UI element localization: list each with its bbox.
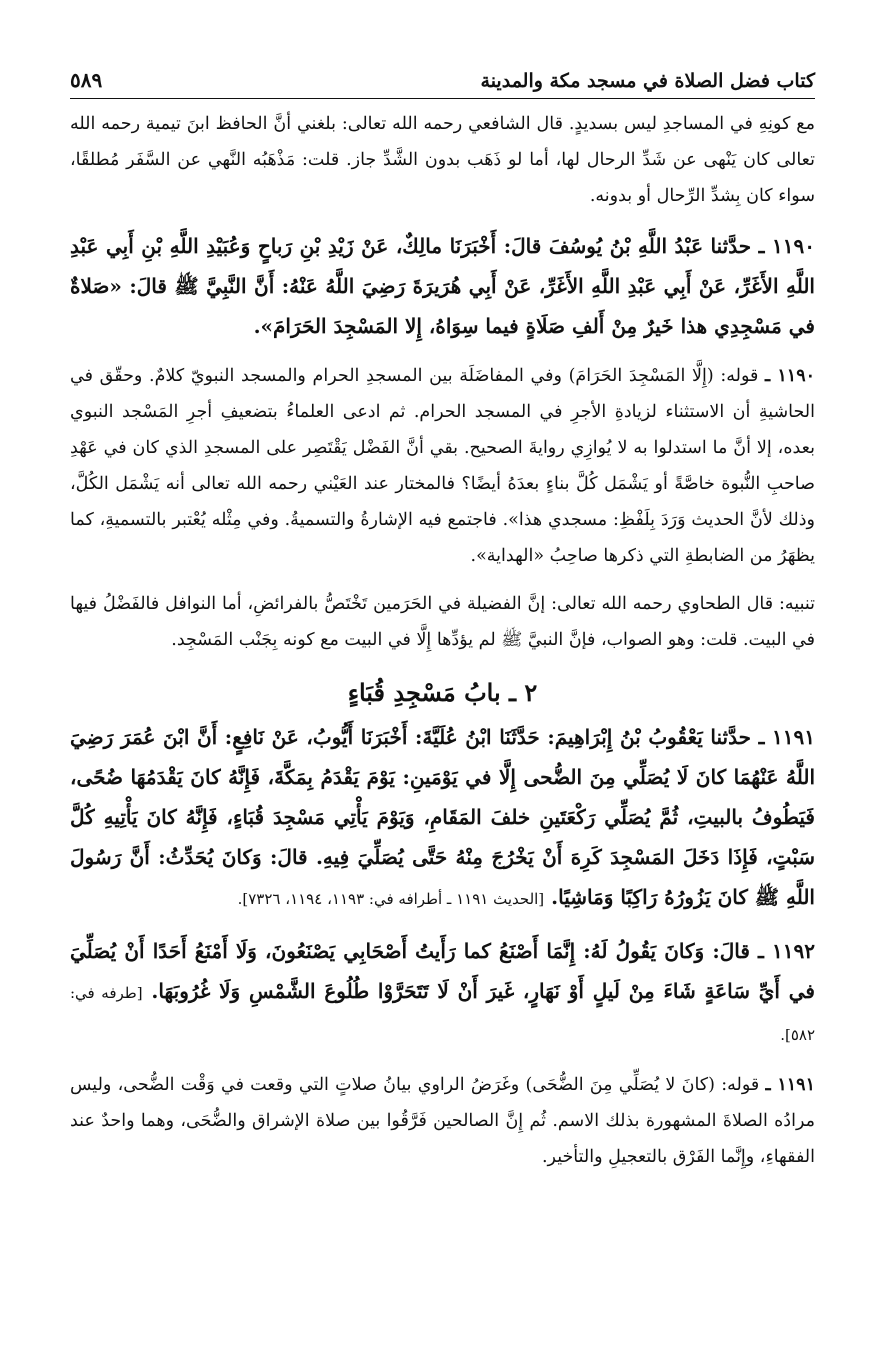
- commentary-1191: [70, 1067, 815, 1175]
- page-header: [70, 58, 815, 99]
- hadith-text: قالَ: وَكانَ يَقُولُ لَهُ: إِنَّمَا أَصْنَعُ كما رَأَيتُ أَصْحَابِي يَصْنَعُونَ، وَلَا أَمْنَعُ أَحَدًا أَنْ يُصَلِّيَ في أَيِّ سَاعَةٍ شَاءَ مِنْ لَيلٍ أَوْ نَهَارٍ، غَيرَ أَنْ لَا تَتَحَرَّوْا طُلُوعَ الشَّمْسِ وَلَا غُرُوبَهَا.: [70, 939, 815, 1003]
- running-title: كتاب فضل الصلاة في مسجد مكة والمدينة: [480, 70, 815, 92]
- commentary-number: ١١٩٠ ـ: [765, 366, 815, 386]
- hadith-number: ١١٩٠ ـ: [758, 234, 815, 258]
- commentary-number: ١١٩١ ـ: [765, 1075, 815, 1095]
- hadith-number: ١١٩١ ـ: [758, 725, 815, 749]
- commentary-text: قوله: (إِلَّا المَسْجِدَ الحَرَامَ) وفي المفاضَلَة بين المسجدِ الحرام والمسجد النبويّ كلامٌ. وحقّق في الحاشيةِ أن الاستثناء لزيادةِ الأجرِ في المسجد الحرام. ثم ادعى العلماءُ بتضعيفِ أجرِ المَسْجد النبوي بعده، إلا أنَّ ما استدلوا به لا يُوازِي روايةَ الصحيح. بقي أنَّ الفَضْل يَقْتَصِر على المسجدِ الذي كان في عَهْدِ صاحبِ النُّبوة خاصَّةً أو يَشْمَل كُلَّ بناءٍ بعدَهُ أيضًا؟ فالمختار عند العَيْني رحمه الله تعالى أنه يَشْمَل الكُلَّ، وذلك لأنَّ الحديث وَرَدَ بِلَفْظِ: مسجدي هذا». فاجتمع فيه الإشارةُ والتسميةُ. وفي مِثْله يُعْتبر بالتسميةِ، كما يظهَرُ من الضابطةِ التي ذكرها صاحِبُ «الهداية».: [70, 366, 815, 566]
- chapter-heading: ٢ ـ بابُ مَسْجِدِ قُبَاءٍ: [347, 678, 538, 707]
- commentary-text: قوله: (كانَ لا يُصَلِّي مِنَ الضُّحَى) وغَرَضُ الراوي بيانُ صلاتٍ التي وقعت في وَقْت الضُّحى، وليس مرادُه الصلاةَ المشهورة بذلك الاسم. ثُم إِنَّ الصالحين فَرَّقُوا بين صلاة الإشراق والضُّحَى، وهما واحدٌ عند الفقهاءِ، وإِنَّما الفَرْق بالتعجيلِ والتأخير.: [70, 1075, 815, 1167]
- hadith-number: ١١٩٢ ـ: [758, 939, 815, 963]
- hadith-text: حدَّثنا يَعْقُوبُ بْنُ إِبْرَاهِيمَ: حَدَّثَنَا ابْنُ عُلَيَّةَ: أَخْبَرَنَا أَيُّوبُ، عَنْ نَافِعٍ: أَنَّ ابْنَ عُمَرَ رَضِيَ اللَّهُ عَنْهُمَا كانَ لَا يُصَلِّي مِنَ الضُّحى إِلَّا في يَوْمَينِ: يَوْمَ يَقْدَمُ بِمَكَّةَ، فَإِنَّهُ كانَ يَقْدَمُهَا ضُحًى، فَيَطُوفُ بالبيتِ، ثُمَّ يُصَلِّي رَكْعَتَينِ خلفَ المَقَامِ، وَيَوْمَ يَأْتِي مَسْجِدَ قُبَاءٍ، فَإِنَّهُ كانَ يَأْتِيهِ كُلَّ سَبْتٍ، فَإِذَا دَخَلَ المَسْجِدَ كَرِهَ أَنْ يَخْرُجَ مِنْهُ حَتَّى يُصَلِّيَ فِيهِ. قالَ: وَكانَ يُحَدِّثُ: أَنَّ رَسُولَ اللَّهِ ﷺ كانَ يَزُورُهُ رَاكِبًا وَمَاشِيًا.: [70, 725, 815, 909]
- hadith-reference: [الحديث ١١٩١ ـ أطرافه في: ١١٩٣، ١١٩٤، ٧٣٢٦].: [237, 890, 545, 908]
- commentary-paragraph: مع كونِهِ في المساجدِ ليس بسديدٍ. قال الشافعي رحمه الله تعالى: بلغني أنَّ الحافظ ابنَ تيمية رحمه الله تعالى كان يَنْهى عن شَدِّ الرحال لها، أما لو ذَهَب بدون الشَّدِّ جاز. قلت: مَذْهَبُه النَّهي عن السَّفَر مُطلقًا، سواء كان بِشدِّ الرِّحال أو بدونه.: [70, 114, 815, 206]
- hadith-1192: [70, 931, 815, 1055]
- hadith-text: حدَّثنا عَبْدُ اللَّهِ بْنُ يُوسُفَ قالَ: أَخْبَرَنَا مالِكٌ، عَنْ زَيْدِ بْنِ رَباحٍ وَعُبَيْدِ اللَّهِ بْنِ أَبِي عَبْدِ اللَّهِ الأَغَرِّ، عَنْ أَبِي عَبْدِ اللَّهِ الأَغَرِّ، عَنْ أَبِي هُرَيرَةَ رَضِيَ اللَّهُ عَنْهُ: أَنَّ النَّبِيَّ ﷺ قالَ: «صَلاةٌ في مَسْجِدِي هذا خَيرٌ مِنْ أَلفِ صَلَاةٍ فيما سِوَاهُ، إِلا المَسْجِدَ الحَرَامَ».: [70, 234, 815, 338]
- hadith-reference: [طرفه في: ٥٨٢].: [70, 984, 815, 1044]
- hadith-1190: [70, 226, 815, 346]
- note-paragraph: تنبيه: قال الطحاوي رحمه الله تعالى: إنَّ الفضيلة في الحَرَمين تَخْتَصُّ بالفرائضِ، أما النوافل فالفَضْلُ فيها في البيت. قلت: وهو الصواب، فإنَّ النبيَّ ﷺ لم يؤدِّها إِلَّا في البيت مع كونه بِجَنْب المَسْجِد.: [70, 594, 815, 650]
- hadith-1191: [70, 717, 815, 919]
- page-number: ٥٨٩: [70, 68, 103, 92]
- page-body: [70, 106, 815, 1187]
- commentary-1190: [70, 358, 815, 574]
